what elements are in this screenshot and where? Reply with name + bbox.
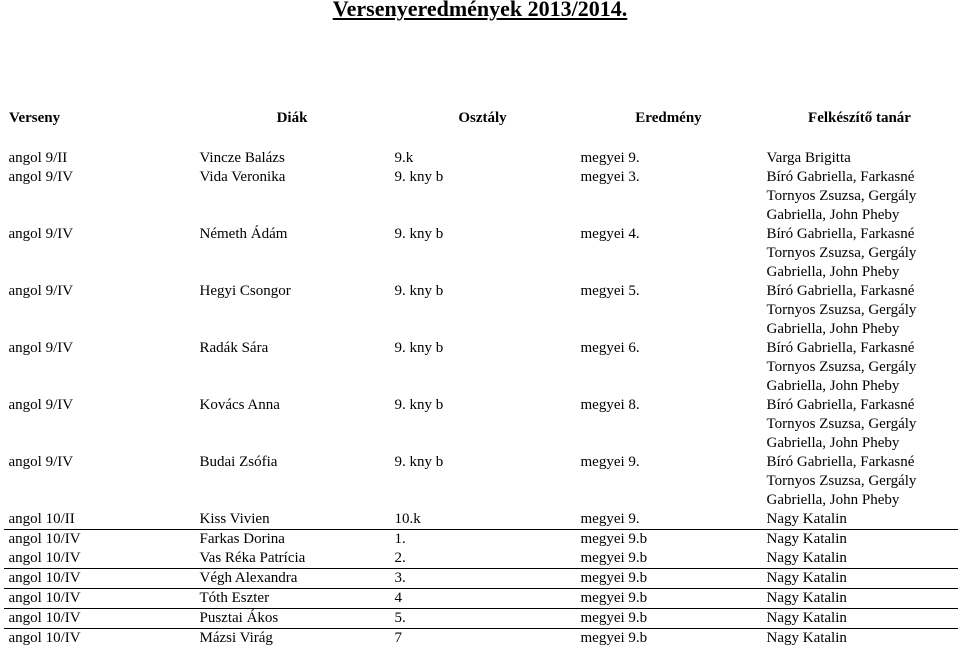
cell-osztaly: 9. kny b	[390, 282, 576, 339]
cell-felkeszito-tanar: Nagy Katalin	[762, 589, 958, 609]
cell-eredmeny: megyei 9.b	[576, 589, 762, 609]
cell-diak: Németh Ádám	[195, 225, 390, 282]
cell-osztaly: 9. kny b	[390, 339, 576, 396]
cell-diak: Budai Zsófia	[195, 453, 390, 510]
table-row	[4, 453, 958, 510]
cell-osztaly: 9. kny b	[390, 396, 576, 453]
cell-felkeszito-tanar: Nagy Katalin	[762, 629, 958, 648]
header-eredmeny: Eredmény	[576, 107, 762, 131]
cell-felkeszito-tanar: Bíró Gabriella, Farkasné Tornyos Zsuzsa, Gergály Gabriella, John Pheby	[762, 453, 958, 510]
table-body	[4, 131, 958, 648]
cell-osztaly: 4	[390, 589, 576, 609]
cell-felkeszito-tanar: Nagy Katalin	[762, 530, 958, 550]
cell-osztaly: 2.	[390, 549, 576, 569]
cell-osztaly: 9. kny b	[390, 168, 576, 225]
table-row	[4, 569, 958, 589]
table-row	[4, 396, 958, 453]
cell-eredmeny: megyei 3.	[576, 168, 762, 225]
cell-verseny: angol 9/II	[4, 149, 195, 168]
cell-verseny: angol 10/IV	[4, 629, 195, 648]
cell-diak: Vida Veronika	[195, 168, 390, 225]
cell-diak: Farkas Dorina	[195, 530, 390, 550]
cell-diak: Mázsi Virág	[195, 629, 390, 648]
cell-felkeszito-tanar: Varga Brigitta	[762, 149, 958, 168]
cell-verseny: angol 10/IV	[4, 530, 195, 550]
cell-eredmeny: megyei 9.b	[576, 609, 762, 629]
cell-eredmeny: megyei 9.b	[576, 629, 762, 648]
cell-diak: Pusztai Ákos	[195, 609, 390, 629]
spacer-row	[4, 131, 958, 150]
cell-verseny: angol 9/IV	[4, 282, 195, 339]
cell-felkeszito-tanar: Nagy Katalin	[762, 549, 958, 569]
page-title: Versenyeredmények 2013/2014.	[0, 0, 960, 23]
cell-eredmeny: megyei 9.b	[576, 549, 762, 569]
cell-eredmeny: megyei 9.b	[576, 530, 762, 550]
cell-verseny: angol 10/IV	[4, 609, 195, 629]
cell-verseny: angol 10/IV	[4, 589, 195, 609]
cell-verseny: angol 10/II	[4, 510, 195, 530]
cell-diak: Hegyi Csongor	[195, 282, 390, 339]
header-felkeszito-tanar: Felkészítő tanár	[762, 107, 958, 131]
cell-osztaly: 9. kny b	[390, 453, 576, 510]
table-row	[4, 225, 958, 282]
cell-diak: Tóth Eszter	[195, 589, 390, 609]
cell-verseny: angol 9/IV	[4, 339, 195, 396]
cell-felkeszito-tanar: Nagy Katalin	[762, 569, 958, 589]
cell-verseny: angol 10/IV	[4, 569, 195, 589]
cell-eredmeny: megyei 5.	[576, 282, 762, 339]
table-row	[4, 549, 958, 569]
table-row	[4, 609, 958, 629]
cell-osztaly: 7	[390, 629, 576, 648]
cell-felkeszito-tanar: Bíró Gabriella, Farkasné Tornyos Zsuzsa, Gergály Gabriella, John Pheby	[762, 225, 958, 282]
cell-eredmeny: megyei 9.	[576, 149, 762, 168]
cell-felkeszito-tanar: Bíró Gabriella, Farkasné Tornyos Zsuzsa, Gergály Gabriella, John Pheby	[762, 339, 958, 396]
cell-eredmeny: megyei 8.	[576, 396, 762, 453]
cell-eredmeny: megyei 9.	[576, 453, 762, 510]
table-header	[4, 107, 958, 131]
table-row	[4, 168, 958, 225]
table-row	[4, 339, 958, 396]
cell-verseny: angol 9/IV	[4, 168, 195, 225]
table-row	[4, 149, 958, 168]
cell-felkeszito-tanar: Bíró Gabriella, Farkasné Tornyos Zsuzsa, Gergály Gabriella, John Pheby	[762, 168, 958, 225]
table-row	[4, 510, 958, 530]
cell-felkeszito-tanar: Nagy Katalin	[762, 510, 958, 530]
cell-eredmeny: megyei 6.	[576, 339, 762, 396]
header-diak: Diák	[195, 107, 390, 131]
cell-diak: Vincze Balázs	[195, 149, 390, 168]
cell-diak: Vas Réka Patrícia	[195, 549, 390, 569]
cell-diak: Radák Sára	[195, 339, 390, 396]
cell-verseny: angol 9/IV	[4, 453, 195, 510]
cell-felkeszito-tanar: Bíró Gabriella, Farkasné Tornyos Zsuzsa, Gergály Gabriella, John Pheby	[762, 282, 958, 339]
table-row	[4, 282, 958, 339]
table-row	[4, 530, 958, 550]
cell-osztaly: 10.k	[390, 510, 576, 530]
header-verseny: Verseny	[4, 107, 195, 131]
cell-diak: Kiss Vivien	[195, 510, 390, 530]
cell-felkeszito-tanar: Bíró Gabriella, Farkasné Tornyos Zsuzsa, Gergály Gabriella, John Pheby	[762, 396, 958, 453]
cell-verseny: angol 9/IV	[4, 225, 195, 282]
cell-verseny: angol 10/IV	[4, 549, 195, 569]
cell-osztaly: 9. kny b	[390, 225, 576, 282]
cell-eredmeny: megyei 9.b	[576, 569, 762, 589]
cell-diak: Végh Alexandra	[195, 569, 390, 589]
results-table	[3, 106, 958, 648]
cell-osztaly: 1.	[390, 530, 576, 550]
cell-eredmeny: megyei 9.	[576, 510, 762, 530]
cell-verseny: angol 9/IV	[4, 396, 195, 453]
table-row	[4, 629, 958, 648]
cell-osztaly: 5.	[390, 609, 576, 629]
header-osztaly: Osztály	[390, 107, 576, 131]
cell-osztaly: 3.	[390, 569, 576, 589]
cell-eredmeny: megyei 4.	[576, 225, 762, 282]
cell-diak: Kovács Anna	[195, 396, 390, 453]
table-row	[4, 589, 958, 609]
cell-felkeszito-tanar: Nagy Katalin	[762, 609, 958, 629]
cell-osztaly: 9.k	[390, 149, 576, 168]
